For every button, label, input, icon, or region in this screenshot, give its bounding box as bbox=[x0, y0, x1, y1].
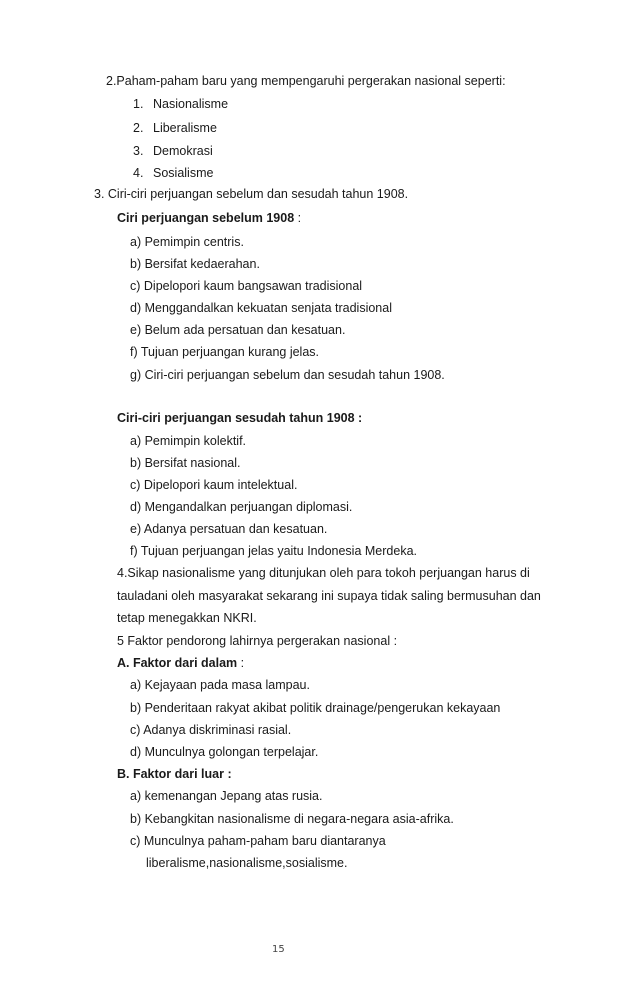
section-5-heading: 5 Faktor pendorong lahirnya pergerakan nasional : bbox=[117, 634, 398, 648]
paragraph-line: 4.Sikap nasionalisme yang ditunjukan oleh para tokoh perjuangan harus di bbox=[117, 566, 530, 580]
list-item-text: Liberalisme bbox=[153, 121, 217, 135]
subsection-title bbox=[117, 655, 244, 671]
paragraph-line: tetap menegakkan NKRI. bbox=[117, 611, 257, 625]
list-item-text: Sosialisme bbox=[153, 166, 214, 180]
list-item: d) Mengandalkan perjuangan diplomasi. bbox=[130, 500, 353, 514]
list-item: c) Dipelopori kaum bangsawan tradisional bbox=[130, 279, 363, 293]
page-number: 15 bbox=[272, 944, 285, 955]
list-item: c) Dipelopori kaum intelektual. bbox=[130, 478, 298, 492]
list-item: f) Tujuan perjuangan kurang jelas. bbox=[130, 345, 320, 359]
list-item: b) Bersifat nasional. bbox=[130, 456, 241, 470]
list-number: 1. bbox=[133, 97, 144, 111]
list-item-continuation: liberalisme,nasionalisme,sosialisme. bbox=[146, 856, 348, 870]
list-number: 4. bbox=[133, 166, 144, 180]
section-2-heading: 2.Paham-paham baru yang mempengaruhi pergerakan nasional seperti: bbox=[106, 74, 506, 88]
list-item: e) Belum ada persatuan dan kesatuan. bbox=[130, 323, 346, 337]
list-item: a) Kejayaan pada masa lampau. bbox=[130, 678, 310, 692]
list-item bbox=[133, 120, 217, 136]
subsection-title-bold: Ciri perjuangan sebelum 1908 bbox=[117, 211, 295, 225]
subsection-title: B. Faktor dari luar : bbox=[117, 767, 232, 781]
list-item-text: Nasionalisme bbox=[153, 97, 229, 111]
list-item: d) Munculnya golongan terpelajar. bbox=[130, 745, 319, 759]
list-item: a) Pemimpin centris. bbox=[130, 235, 244, 249]
list-item-text: Demokrasi bbox=[153, 144, 213, 158]
list-item bbox=[133, 143, 213, 159]
list-item: a) kemenangan Jepang atas rusia. bbox=[130, 789, 323, 803]
list-item bbox=[133, 165, 213, 181]
subsection-title-colon: : bbox=[294, 211, 302, 225]
subsection-title bbox=[117, 210, 301, 226]
list-item bbox=[133, 96, 228, 112]
list-number: 2. bbox=[133, 121, 144, 135]
list-item: g) Ciri-ciri perjuangan sebelum dan sesudah tahun 1908. bbox=[130, 368, 445, 382]
list-item: b) Penderitaan rakyat akibat politik drainage/pengerukan kekayaan bbox=[130, 701, 501, 715]
subsection-title: Ciri-ciri perjuangan sesudah tahun 1908 : bbox=[117, 411, 363, 425]
list-item: d) Menggandalkan kekuatan senjata tradisional bbox=[130, 301, 392, 315]
list-item: e) Adanya persatuan dan kesatuan. bbox=[130, 522, 328, 536]
section-3-heading: 3. Ciri-ciri perjuangan sebelum dan sesudah tahun 1908. bbox=[94, 187, 409, 201]
subsection-title-colon: : bbox=[237, 656, 245, 670]
list-item: f) Tujuan perjuangan jelas yaitu Indonesia Merdeka. bbox=[130, 544, 417, 558]
list-item: c) Munculnya paham-paham baru diantaranya bbox=[130, 834, 386, 848]
list-item: a) Pemimpin kolektif. bbox=[130, 434, 247, 448]
list-item: c) Adanya diskriminasi rasial. bbox=[130, 723, 292, 737]
subsection-title-bold: A. Faktor dari dalam bbox=[117, 656, 238, 670]
paragraph-line: tauladani oleh masyarakat sekarang ini supaya tidak saling bermusuhan dan bbox=[117, 589, 541, 603]
list-number: 3. bbox=[133, 144, 144, 158]
list-item: b) Bersifat kedaerahan. bbox=[130, 257, 260, 271]
list-item: b) Kebangkitan nasionalisme di negara-negara asia-afrika. bbox=[130, 812, 454, 826]
